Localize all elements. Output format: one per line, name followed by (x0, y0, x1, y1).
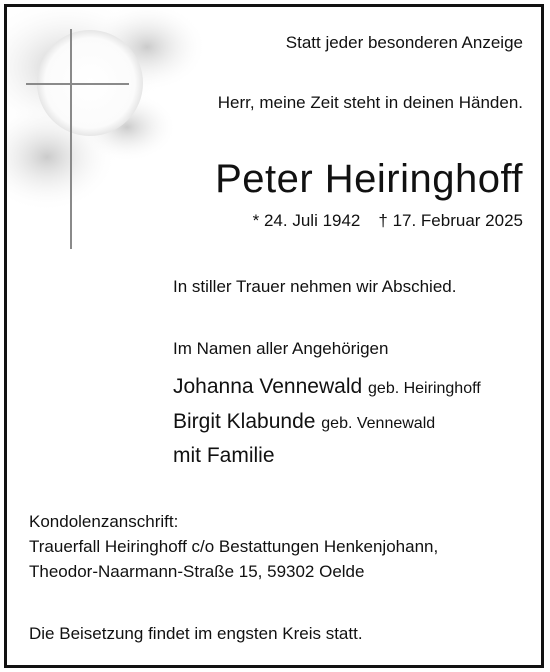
condolence-line-2: Theodor-Naarmann-Straße 15, 59302 Oelde (29, 562, 365, 581)
condolence-line-1: Trauerfall Heiringhoff c/o Bestattungen Henkenjohann, (29, 537, 439, 556)
relative-name: Johanna Vennewald (173, 375, 363, 398)
obituary-card (4, 4, 544, 668)
decor-illustration (7, 7, 207, 262)
birth-date: * 24. Juli 1942 (252, 211, 361, 230)
relative-2 (173, 410, 435, 434)
intro-text: Statt jeder besonderen Anzeige (285, 33, 523, 52)
bible-verse: Herr, meine Zeit steht in deinen Händen. (217, 93, 523, 112)
relative-3 (173, 444, 275, 468)
burial-note: Die Beisetzung findet im engsten Kreis statt. (29, 624, 363, 643)
relative-name: Birgit Klabunde (173, 410, 316, 433)
life-dates (253, 211, 523, 231)
relative-name: mit Familie (173, 444, 275, 467)
names-intro: Im Namen aller Angehörigen (173, 339, 389, 358)
condolence-label: Kondolenzanschrift: (29, 512, 179, 531)
deceased-name: Peter Heiringhoff (215, 157, 523, 201)
death-date: † 17. Februar 2025 (378, 211, 523, 230)
farewell-text: In stiller Trauer nehmen wir Abschied. (173, 277, 457, 296)
relative-1 (173, 375, 481, 399)
relative-note: geb. Heiringhoff (368, 380, 481, 397)
relative-note: geb. Vennewald (321, 415, 436, 432)
